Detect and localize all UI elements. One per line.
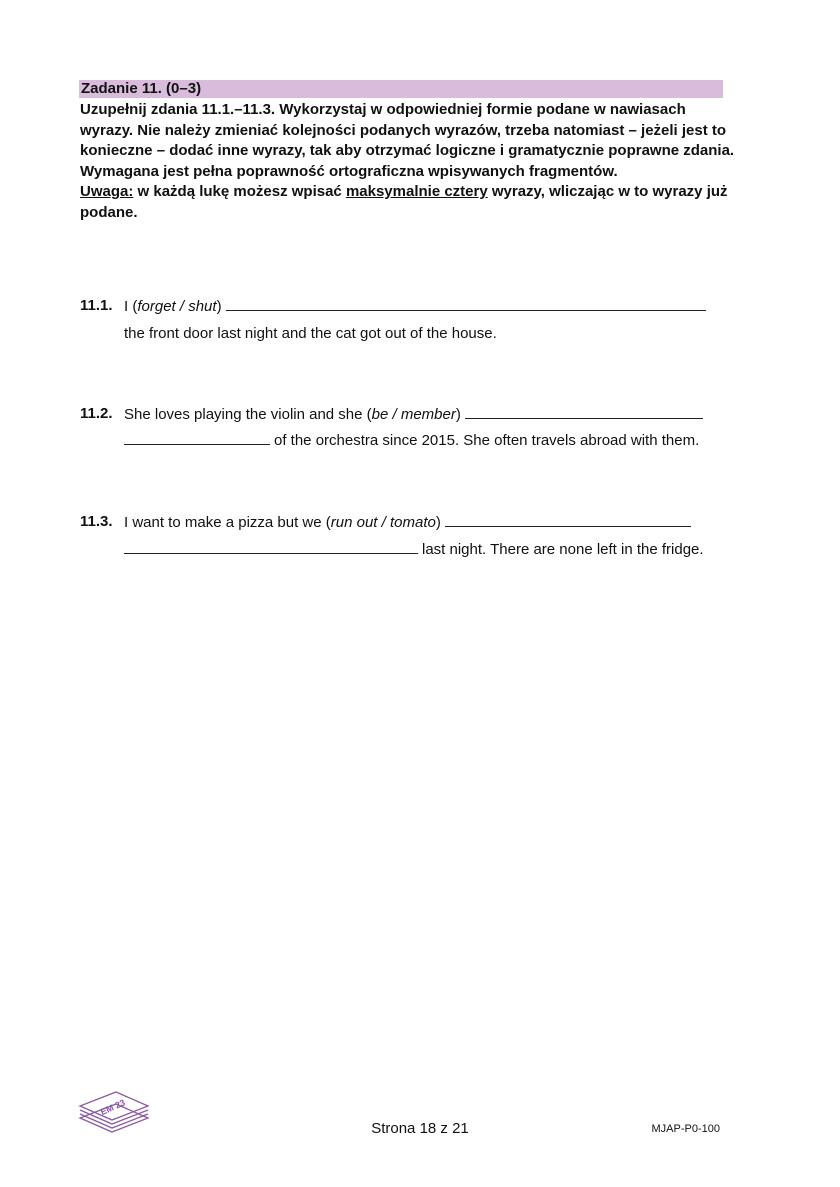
sentence-part: of the orchestra since 2015. She often travels abroad with them. (274, 432, 700, 449)
item-line-1 (124, 513, 695, 531)
item-number: 11.1. (80, 297, 113, 314)
answer-blank[interactable] (445, 513, 691, 527)
note-label: Uwaga: (80, 183, 134, 201)
note-part2: wyrazy, wliczając w to wyrazy już podane. (80, 183, 728, 221)
task-header (79, 80, 723, 98)
answer-blank-continued[interactable] (124, 431, 270, 445)
sentence-part: last night. There are none left in the fridge. (422, 541, 704, 558)
answer-blank-continued[interactable] (124, 540, 418, 554)
page-number: Strona 18 z 21 (371, 1120, 469, 1137)
task-instructions (80, 100, 740, 224)
item-number: 11.3. (80, 513, 113, 530)
sentence-part: ) (216, 298, 222, 315)
sentence-part: I ( (124, 298, 138, 315)
note-emphasis: maksymalnie cztery (345, 183, 488, 201)
logo-text: EM 23 (98, 1097, 127, 1118)
note-part1: w każdą lukę możesz wpisać (133, 183, 346, 201)
item-line-2 (124, 431, 699, 449)
answer-blank[interactable] (465, 405, 703, 419)
task-title: Zadanie 11. (0–3) (81, 80, 202, 97)
instruction-main: Uzupełnij zdania 11.1.–11.3. Wykorzystaj w odpowiedniej formie podane w nawiasach wyrazy. Nie należy zmieniać kolejności podanych wyrazów, trzeba natomiast – jeżeli jest to konieczne – dodać inne wyrazy, tak aby otrzymać logiczne i gramatycznie poprawne zdania. Wymagana jest pełna poprawność ortograficzna wpisywanych fragmentów. (80, 101, 735, 180)
sentence-part: ) (435, 514, 441, 531)
sentence-part: I want to make a pizza but we ( (124, 514, 331, 531)
item-line-1 (124, 405, 707, 423)
sentence-part: the front door last night and the cat got out of the house. (124, 325, 497, 342)
keyword: run out / tomato (330, 514, 436, 531)
keyword: forget / shut (137, 298, 217, 315)
keyword: be / member (371, 406, 456, 423)
item-line-2 (124, 325, 497, 342)
item-number: 11.2. (80, 405, 113, 422)
instruction-note (80, 182, 740, 223)
answer-blank[interactable] (226, 297, 706, 311)
sentence-part: ) (455, 406, 461, 423)
item-line-2 (124, 540, 704, 558)
exam-code: MJAP-P0-100 (651, 1123, 720, 1135)
item-line-1 (124, 297, 710, 315)
sentence-part: She loves playing the violin and she ( (124, 406, 372, 423)
